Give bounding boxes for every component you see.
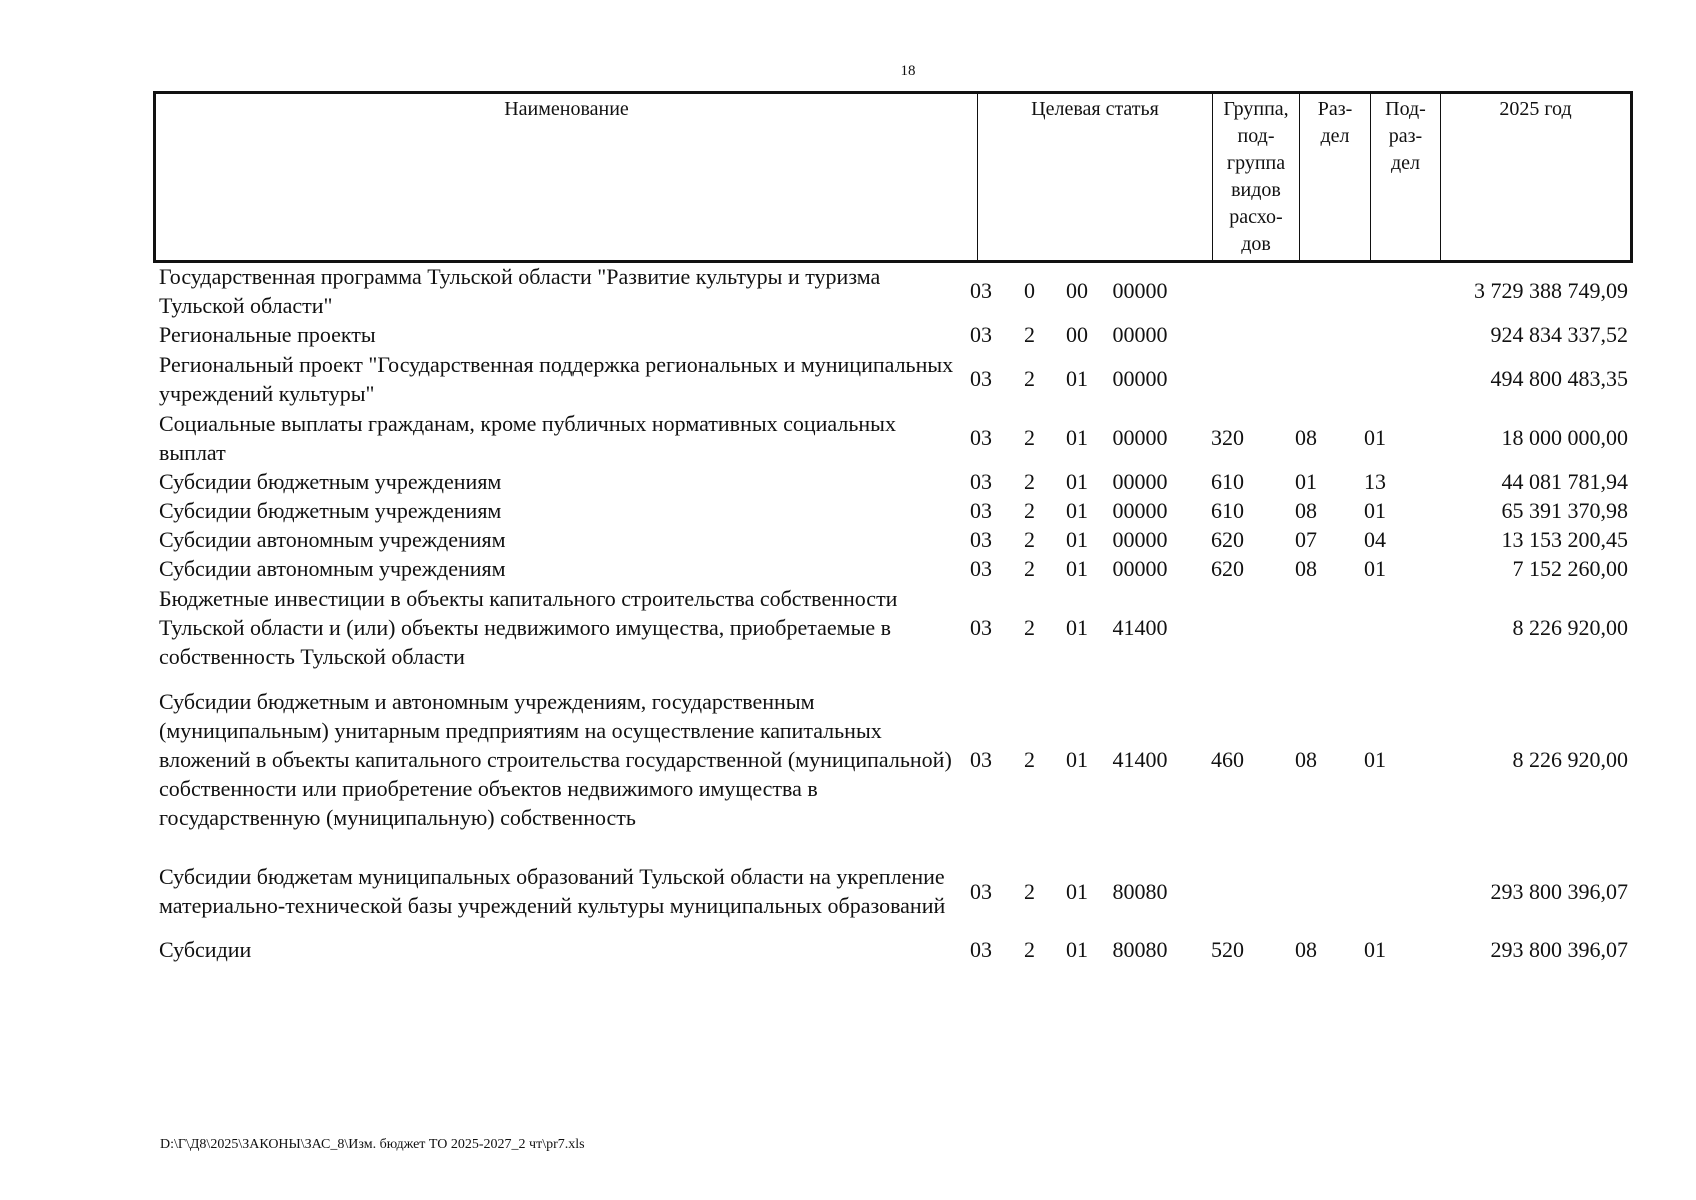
target-code-2: 2 [1024,878,1035,904]
row-name: Бюджетные инвестиции в объекты капитального строительства собственности Тульской области и (или) объекты недвижимого имущества, приобретаемые в собственность Тульской области [159,585,898,669]
target-code-4: 80080 [1112,937,1168,962]
target-code-4: 41400 [1112,746,1168,772]
target-code-1: 03 [970,937,992,962]
amount: 13 153 200,45 [1501,527,1628,552]
target-code-3: 01 [1066,425,1088,450]
table-row [155,496,1630,525]
amount: 293 800 396,07 [1490,878,1628,904]
row-name: Субсидии бюджетным учреждениям [159,469,502,494]
section: 07 [1295,527,1317,552]
target-code-4: 00000 [1112,366,1168,391]
section: 08 [1295,498,1317,523]
row-name: Субсидии бюджетным и автономным учреждениям, государственным (муниципальным) унитарным предприятиям на осуществление капитальных вложений в объекты капитального строительства государственной (муниципальной) собственности или приобретение объектов недвижимого имущества в государственную (муниципальную) собственность [159,688,952,830]
target-code-4: 00000 [1112,469,1168,494]
target-code-2: 2 [1024,937,1035,962]
target-code-3: 01 [1066,556,1088,581]
header-year: 2025 год [1441,93,1632,262]
section: 08 [1295,746,1317,772]
row-name: Субсидии бюджетным учреждениям [159,498,502,523]
amount: 924 834 337,52 [1490,322,1628,347]
table-row [155,349,1630,408]
amount: 8 226 920,00 [1512,746,1628,772]
amount: 8 226 920,00 [1512,614,1628,640]
target-code-1: 03 [970,878,992,904]
header-name: Наименование [155,93,978,262]
row-name: Субсидии автономным учреждениям [159,527,506,552]
target-code-4: 00000 [1112,527,1168,552]
expense-group: 610 [1211,498,1244,523]
amount: 3 729 388 749,09 [1474,278,1628,303]
target-code-2: 2 [1024,527,1035,552]
target-code-2: 2 [1024,746,1035,772]
target-code-3: 01 [1066,937,1088,962]
row-name: Региональные проекты [159,322,376,347]
table-row [155,320,1630,349]
table-row [155,847,1630,935]
target-code-4: 00000 [1112,278,1168,303]
header-subsection: Под-раз-дел [1371,93,1441,262]
table-row [155,525,1630,554]
target-code-1: 03 [970,746,992,772]
amount: 44 081 781,94 [1501,469,1628,494]
target-code-3: 00 [1066,322,1088,347]
header-expense-group: Группа, под-группа видов расхо-дов [1213,93,1300,262]
subsection: 01 [1364,498,1386,523]
expense-group: 620 [1211,527,1244,552]
table-row [155,408,1630,467]
table-row [155,935,1630,964]
target-code-3: 00 [1066,278,1088,303]
expense-group: 320 [1211,425,1244,450]
target-code-4: 00000 [1112,322,1168,347]
target-code-3: 01 [1066,527,1088,552]
subsection: 01 [1364,556,1386,581]
target-code-1: 03 [970,366,992,391]
header-section: Раз-дел [1300,93,1371,262]
subsection: 01 [1364,746,1386,772]
target-code-4: 80080 [1112,878,1168,904]
subsection: 04 [1364,527,1386,552]
section: 08 [1295,556,1317,581]
section: 08 [1295,425,1317,450]
target-code-1: 03 [970,527,992,552]
expense-group: 520 [1211,937,1244,962]
target-code-2: 2 [1024,322,1035,347]
row-name: Субсидии [159,937,252,962]
target-code-2: 2 [1024,498,1035,523]
target-code-3: 01 [1066,746,1088,772]
target-code-4: 00000 [1112,498,1168,523]
table-row [155,554,1630,583]
target-code-4: 41400 [1112,614,1168,640]
target-code-4: 00000 [1112,556,1168,581]
table-header [153,91,1633,263]
subsection: 01 [1364,937,1386,962]
target-code-3: 01 [1066,366,1088,391]
header-target-article: Целевая статья [978,93,1213,262]
row-name: Региональный проект "Государственная поддержка региональных и муниципальных учреждений культуры" [159,351,954,406]
target-code-1: 03 [970,278,992,303]
row-name: Субсидии бюджетам муниципальных образований Тульской области на укрепление материально-технической базы учреждений культуры муниципальных образований [159,864,946,918]
amount: 18 000 000,00 [1501,425,1628,450]
expense-group: 460 [1211,746,1244,772]
amount: 65 391 370,98 [1501,498,1628,523]
target-code-2: 2 [1024,366,1035,391]
target-code-1: 03 [970,469,992,494]
table-row [155,467,1630,496]
expense-group: 610 [1211,469,1244,494]
row-name: Государственная программа Тульской области "Развитие культуры и туризма Тульской области" [159,263,881,318]
target-code-3: 01 [1066,498,1088,523]
target-code-4: 00000 [1112,425,1168,450]
target-code-3: 01 [1066,614,1088,640]
table-row [155,671,1630,847]
expense-group: 620 [1211,556,1244,581]
row-name: Субсидии автономным учреждениям [159,556,506,581]
target-code-3: 01 [1066,469,1088,494]
section: 08 [1295,937,1317,962]
target-code-1: 03 [970,498,992,523]
target-code-3: 01 [1066,878,1088,904]
target-code-2: 2 [1024,469,1035,494]
amount: 7 152 260,00 [1512,556,1628,581]
page-number: 18 [900,63,916,79]
subsection: 01 [1364,425,1386,450]
target-code-1: 03 [970,425,992,450]
amount: 293 800 396,07 [1490,937,1628,962]
table-body [155,261,1630,964]
target-code-1: 03 [970,614,992,640]
amount: 494 800 483,35 [1490,366,1628,391]
target-code-2: 0 [1024,278,1035,303]
row-name: Социальные выплаты гражданам, кроме публичных нормативных социальных выплат [159,410,896,465]
target-code-1: 03 [970,322,992,347]
table-row [155,261,1630,320]
subsection: 13 [1364,469,1386,494]
target-code-1: 03 [970,556,992,581]
target-code-2: 2 [1024,614,1035,640]
table-row [155,583,1630,671]
file-path-footer: D:\Г\Д8\2025\ЗАКОНЫ\ЗАС_8\Изм. бюджет ТО 2025-2027_2 чт\pr7.xls [160,1137,585,1152]
section: 01 [1295,469,1317,494]
target-code-2: 2 [1024,556,1035,581]
target-code-2: 2 [1024,425,1035,450]
